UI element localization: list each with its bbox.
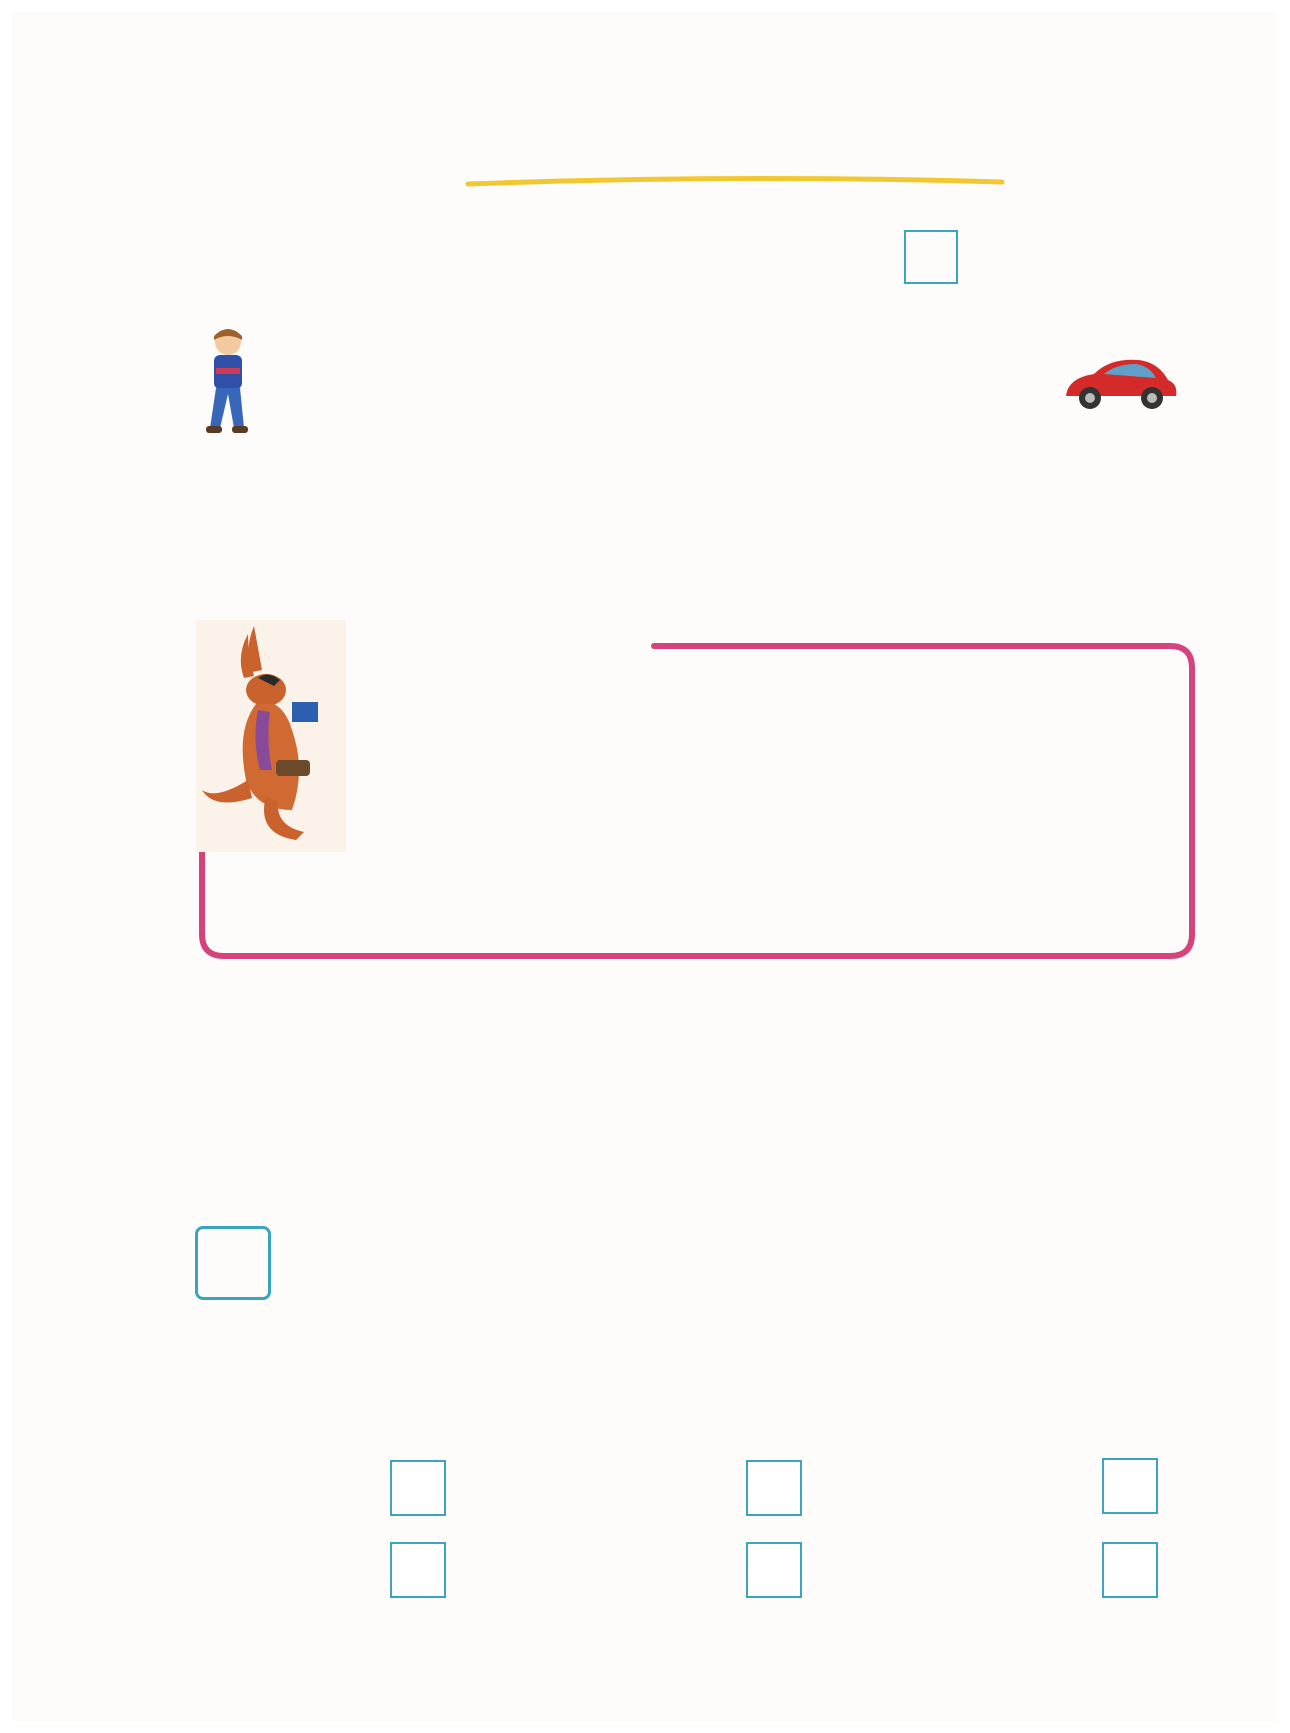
answer-box[interactable] [390, 1542, 446, 1598]
answer-box[interactable] [746, 1542, 802, 1598]
number-line-bottom [0, 1318, 1290, 1418]
answer-box[interactable] [1102, 1458, 1158, 1514]
task-icon [195, 1226, 271, 1300]
answer-box[interactable] [1102, 1542, 1158, 1598]
answer-box[interactable] [390, 1460, 446, 1516]
kangaroo-illustration [196, 620, 346, 852]
answer-box[interactable] [746, 1460, 802, 1516]
